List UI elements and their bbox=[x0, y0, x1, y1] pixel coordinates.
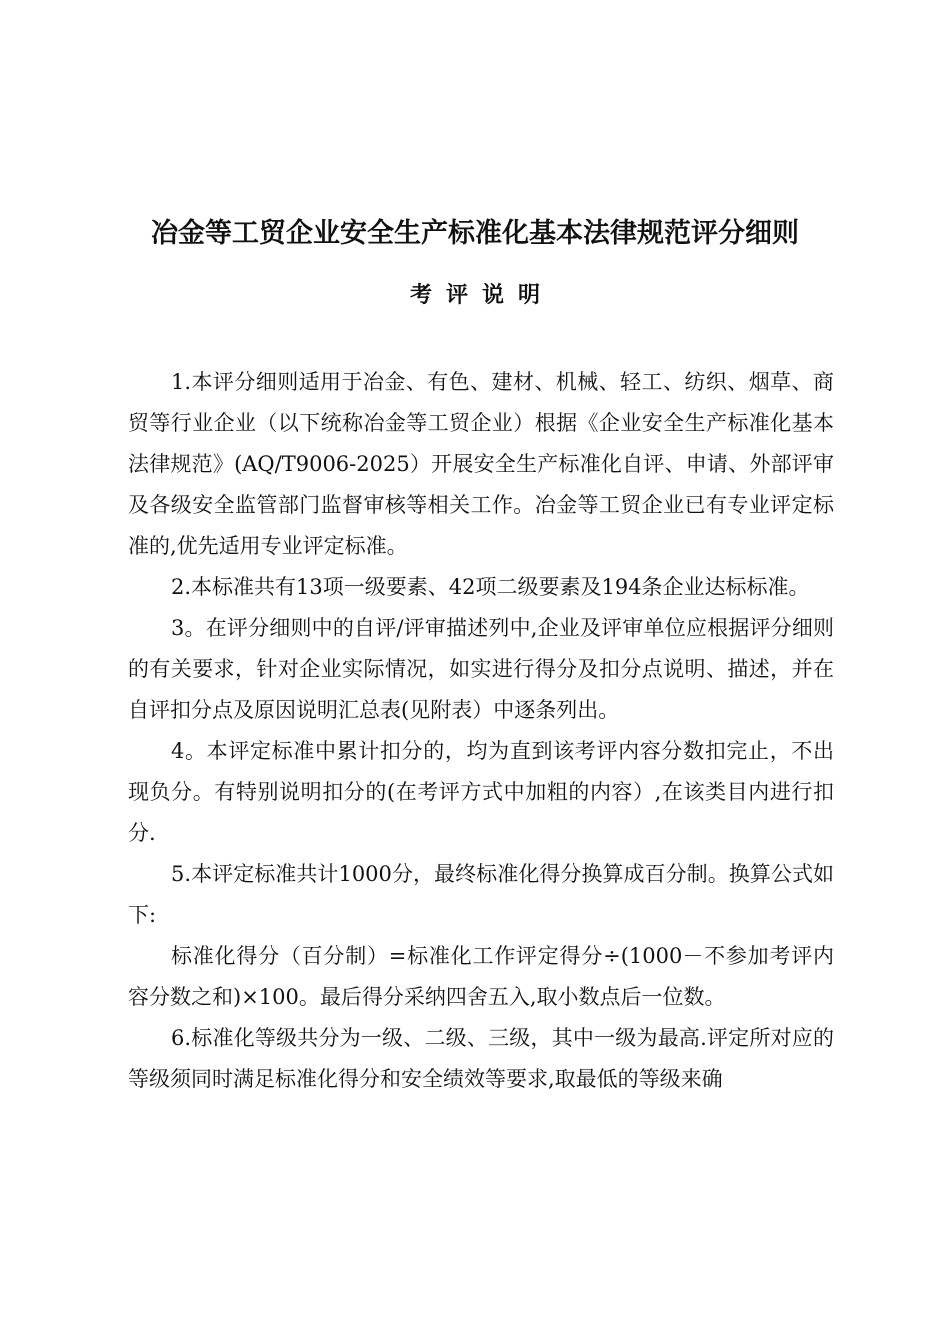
paragraph-2: 2.本标准共有13项一级要素、42项二级要素及194条企业达标标准。 bbox=[171, 575, 810, 599]
document-title: 冶金等工贸企业安全生产标准化基本法律规范评分细则 bbox=[151, 218, 799, 249]
paragraph-4: 4。本评定标准中累计扣分的，均为直到该考评内容分数扣完止，不出现负分。有特别说明扣分的(在考评方式中加粗的内容）,在该类目内进行扣分. bbox=[128, 739, 834, 845]
paragraph-formula: 标准化得分（百分制）=标准化工作评定得分÷(1000－不参加考评内容分数之和)×100。最后得分采纳四舍五入,取小数点后一位数。 bbox=[128, 944, 834, 1009]
document-subtitle: 考评说明 bbox=[409, 283, 554, 308]
document-body bbox=[128, 362, 834, 1100]
paragraph-1: 1.本评分细则适用于冶金、有色、建材、机械、轻工、纺织、烟草、商贸等行业企业（以下统称冶金等工贸企业）根据《企业安全生产标准化基本法律规范》(AQ/T9006-2025）开展安全生产标准化自评、申请、外部评审及各级安全监管部门监督审核等相关工作。冶金等工贸企业已有专业评定标准的,优先适用专业评定标准。 bbox=[128, 370, 834, 558]
paragraph-6: 6.标准化等级共分为一级、二级、三级，其中一级为最高.评定所对应的等级须同时满足标准化得分和安全绩效等要求,取最低的等级来确 bbox=[128, 1026, 834, 1091]
paragraph-3: 3。在评分细则中的自评/评审描述列中,企业及评审单位应根据评分细则的有关要求，针对企业实际情况，如实进行得分及扣分点说明、描述，并在自评扣分点及原因说明汇总表(见附表）中逐条列出。 bbox=[128, 616, 834, 722]
paragraph-5: 5.本评定标准共计1000分，最终标准化得分换算成百分制。换算公式如下: bbox=[128, 862, 834, 927]
